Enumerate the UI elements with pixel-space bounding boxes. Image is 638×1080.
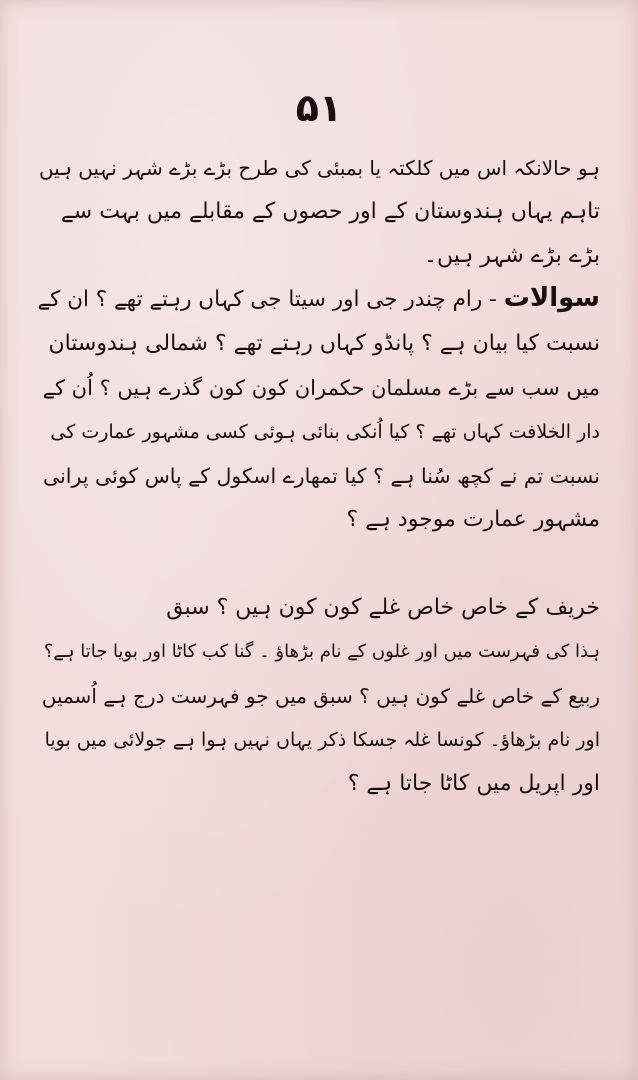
text-line: بڑے بڑے شہر ہیں۔: [424, 243, 600, 268]
text-line-with-heading: [38, 276, 600, 322]
text-line: خریف کے خاص خاص غلے کون کون ہیں ؟ سبق: [166, 595, 600, 620]
page-number: ۵۱: [295, 86, 343, 130]
paragraph-intro: [38, 146, 600, 278]
text-line: تاہم یہاں ہندوستان کے اور حصوں کے مقابلے میں بہت سے: [60, 199, 600, 224]
text-line: نسبت کیا بیان ہے ؟ پانڈو کہاں رہتے تھے ؟ شمالی ہندوستان: [48, 331, 600, 356]
text-line: اور نام بڑھاؤ۔ کونسا غلہ جسکا ذکر یہاں نہیں ہوا ہے جولائی میں بویا: [44, 729, 600, 751]
text-line: نسبت تم نے کچھ سُنا ہے ؟ کیا تمھارے اسکول کے پاس کوئی پرانی: [43, 464, 600, 488]
paragraph-questions: [38, 276, 600, 542]
text-line: ہذا کی فہرست میں اور غلوں کے نام بڑھاؤ ۔ گنا کب کاٹا اور بویا جاتا ہے؟: [43, 641, 600, 662]
text-line: - رام چندر جی اور سیتا جی کہاں رہتے تھے ؟ ان کے: [38, 287, 497, 312]
text-line: اور اپریل میں کاٹا جاتا ہے ؟: [347, 771, 600, 796]
text-line: ہو حالانکہ اس میں کلکتہ یا بمبئی کی طرح بڑے بڑے شہر نہیں ہیں: [38, 156, 600, 180]
text-line: ربیع کے خاص غلے کون ہیں ؟ سبق میں جو فہرست درج ہے اُسمیں: [41, 684, 600, 708]
text-line: مشہور عمارت موجود ہے ؟: [346, 507, 600, 532]
questions-heading: سوالات: [503, 283, 600, 313]
text-line: میں سب سے بڑے مسلمان حکمران کون کون گذرے ہیں ؟ اُن کے: [42, 376, 600, 400]
paragraph-crops: [38, 586, 600, 806]
text-line: دار الخلافت کہاں تھے ؟ کیا اُنکی بنائی ہوئی کسی مشہور عمارت کی: [50, 421, 600, 443]
